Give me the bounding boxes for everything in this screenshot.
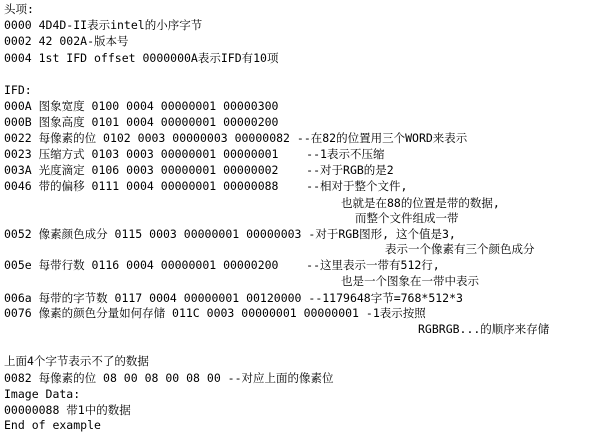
ifd-entry-samples-per-pixel: 0052 像素颜色成分 0115 0003 00000001 00000003 -对于RGB图形, 这个值是3, xyxy=(4,227,456,241)
ifd-entry-image-width: 000A 图象宽度 0100 0004 00000001 00000300 xyxy=(4,99,279,113)
ifd-entry-samples-per-pixel-note: 表示一个像素有三个颜色成分 xyxy=(385,242,535,256)
ifd-entry-strip-offsets-note-1: 也就是在88的位置是带的数据, xyxy=(341,196,500,210)
image-data-strip-1: 00000088 带1中的数据 xyxy=(4,403,131,417)
ifd-title: IFD: xyxy=(4,83,32,97)
ifd-entry-strip-offsets-note-2: 而整个文件组成一带 xyxy=(355,211,459,225)
ifd-entry-strip-offsets: 0046 带的偏移 0111 0004 00000001 00000088 --相对于整个文件, xyxy=(4,179,408,193)
ifd-entry-rows-per-strip: 005e 每带行数 0116 0004 00000001 00000200 --这里表示一带有512行, xyxy=(4,258,440,272)
end-of-example: End of example xyxy=(4,418,101,432)
ifd-entry-bits-per-sample: 0022 每像素的位 0102 0003 00000003 00000082 --在82的位置用三个WORD来表示 xyxy=(4,131,468,145)
ifd-entry-compression: 0023 压缩方式 0103 0003 00000001 00000001 --1表示不压缩 xyxy=(4,147,385,161)
ifd-entry-planar-config: 0076 像素的颜色分量如何存储 011C 0003 00000001 00000001 -1表示按照 xyxy=(4,306,426,320)
ifd-entry-planar-config-note: RGBRGB...的顺序来存储 xyxy=(418,322,550,336)
header-title: 头项: xyxy=(4,2,34,16)
image-data-title: Image Data: xyxy=(4,387,81,401)
header-line-byte-order: 0000 4D4D-II表示intel的小序字节 xyxy=(4,18,203,32)
extra-data-bits-per-sample: 0082 每像素的位 08 00 08 00 08 00 --对应上面的像素位 xyxy=(4,371,334,385)
ifd-entry-rows-per-strip-note: 也是一个图象在一带中表示 xyxy=(341,274,479,288)
header-line-ifd-offset: 0004 1st IFD offset 0000000A表示IFD有10项 xyxy=(4,51,279,65)
header-line-version: 0002 42 002A-版本号 xyxy=(4,34,129,48)
ifd-entry-photometric: 003A 光度滴定 0106 0003 00000001 00000002 --对于RGB的是2 xyxy=(4,163,394,177)
ifd-entry-image-height: 000B 图象高度 0101 0004 00000001 00000200 xyxy=(4,115,279,129)
ifd-entry-strip-byte-counts: 006a 每带的字节数 0117 0004 00000001 00120000 --1179648字节=768*512*3 xyxy=(4,291,463,305)
extra-data-title: 上面4个字节表示不了的数据 xyxy=(4,354,149,368)
